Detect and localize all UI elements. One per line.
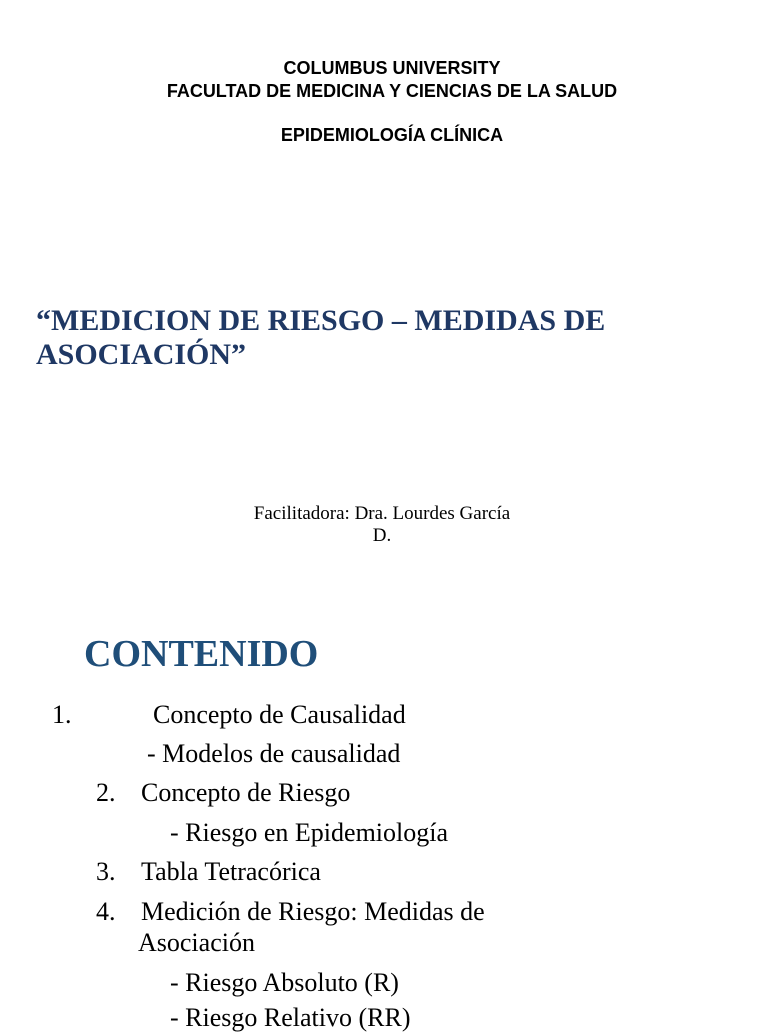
facilitator-line-1: Facilitadora: Dra. Lourdes García	[253, 503, 511, 524]
facilitator-line-2: D.	[372, 525, 392, 546]
list-number: 3.	[96, 857, 116, 886]
list-item: Tabla Tetracórica	[141, 857, 321, 886]
list-subitem: - Riesgo Relativo (RR)	[170, 1003, 411, 1032]
facilitator-block	[200, 503, 564, 547]
list-item: Concepto de Causalidad	[153, 700, 406, 729]
list-number: 2.	[96, 778, 116, 807]
institution-header	[0, 57, 768, 103]
title-line-1: “MEDICION DE RIESGO – MEDIDAS DE	[36, 304, 606, 337]
list-item: Medición de Riesgo: Medidas de	[141, 897, 485, 926]
list-subitem: - Modelos de causalidad	[147, 739, 401, 768]
university-name: COLUMBUS UNIVERSITY	[283, 58, 501, 78]
list-item: Concepto de Riesgo	[141, 778, 351, 807]
list-number: 1.	[52, 700, 72, 729]
faculty-name: FACULTAD DE MEDICINA Y CIENCIAS DE LA SALUD	[166, 81, 618, 101]
document-title	[36, 304, 736, 372]
list-subitem: - Riesgo Absoluto (R)	[170, 968, 399, 997]
contents-heading: CONTENIDO	[84, 633, 319, 675]
course-name: EPIDEMIOLOGÍA CLÍNICA	[280, 125, 504, 145]
list-number: 4.	[96, 897, 116, 926]
list-item-continuation: Asociación	[138, 928, 255, 957]
title-line-2: ASOCIACIÓN”	[36, 338, 247, 371]
list-subitem: - Riesgo en Epidemiología	[170, 818, 449, 847]
